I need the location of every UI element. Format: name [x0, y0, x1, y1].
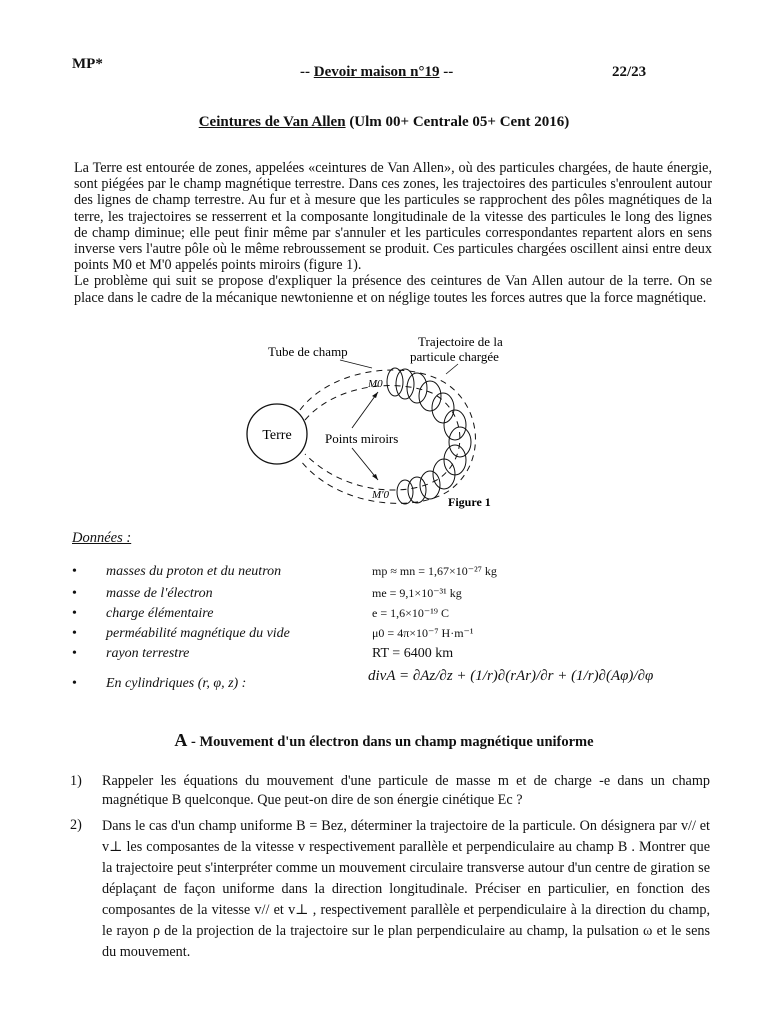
bullet-icon: • — [72, 646, 77, 661]
bullet-icon: • — [72, 586, 77, 601]
assignment-title-text: Devoir maison n°19 — [313, 64, 440, 80]
earth-label: Terre — [262, 428, 292, 443]
tube-label: Tube de champ — [268, 344, 348, 359]
school-year: 22/23 — [612, 64, 647, 80]
class-label: MP* — [72, 56, 103, 72]
mirror-point-bottom: M'0 — [372, 489, 390, 501]
data-value: me = 9,1×10⁻³¹ kg — [372, 586, 462, 600]
mirror-arrow-top-head — [372, 392, 378, 398]
bullet-icon: • — [72, 564, 77, 579]
data-label: En cylindriques (r, φ, z) : — [106, 676, 247, 691]
data-heading: Données : — [72, 530, 132, 546]
section-a-letter: A — [174, 730, 188, 750]
mirror-point-top: M0 — [368, 378, 383, 390]
question-number: 2) — [70, 817, 82, 833]
trajectory-spiral — [387, 368, 471, 504]
data-row-earth-radius — [72, 646, 712, 666]
intro-paragraph-1: La Terre est entourée de zones, appelées «ceintures de Van Allen», où des particules chargées, de haute énergie, sont piégées par le champ magnétique terrestre. Dans ces zones, les trajectoires des particules s'enroulent autour des lignes de champ terrestre. Au fur et à mesure que les particules se rapprochent des pôles magnétiques de la terre, les trajectoires se resserrent et la composante longitudinale de la vitesse des particules le long des lignes de champ diminue; elle peut finir même par s'annuler et les particules correspondantes repartent alors en sens inverse vers l'autre pôle où le même rebroussement se produit. Ces particules chargées oscillent ainsi entre deux points M0 et M'0 appelés points miroirs (figure 1). — [74, 160, 712, 274]
data-row-charge — [72, 606, 712, 626]
mirror-arrow-bottom-head — [372, 474, 378, 480]
assignment-title-prefix: -- — [300, 64, 314, 80]
assignment-title-suffix: -- — [439, 64, 454, 80]
question-1 — [70, 772, 712, 814]
section-a-text: - Mouvement d'un électron dans un champ magnétique uniforme — [187, 734, 594, 750]
mirror-points-label: Points miroirs — [325, 431, 399, 446]
section-a-title — [0, 730, 768, 751]
intro-paragraph-2: Le problème qui suit se propose d'expliquer la présence des ceintures de Van Allen autour de la terre. On se place dans le cadre de la mécanique newtonienne et on néglige toutes les forces autres que la force magnétique. — [74, 273, 712, 306]
figure-caption: Figure 1 — [448, 495, 491, 509]
problem-title — [0, 114, 768, 131]
tube-pointer — [340, 360, 372, 368]
data-row-proton — [72, 564, 712, 584]
bullet-icon: • — [72, 676, 77, 691]
question-text: Dans le cas d'un champ uniforme B = Bez, déterminer la trajectoire de la particule. On désignera par v// et v⊥ les composantes de la vitesse v respectivement parallèle et perpendiculaire au champ B . Montrer que la trajectoire peut s'interpréter comme un mouvement circulaire transverse autour d'un centre de giration se déplaçant de façon uniforme dans la direction longitudinale. Préciser en particulier, en fonction des composantes de la vitesse v// et v⊥ , respectivement parallèle et perpendiculaire à la direction du champ, le rayon ρ de la projection de la trajectoire sur le plan perpendiculaire au champ, la pulsation ω et le sens du mouvement. — [102, 818, 710, 960]
figure-van-allen — [0, 330, 768, 530]
question-2 — [70, 816, 712, 960]
divergence-formula: divA = ∂Az/∂z + (1/r)∂(rAr)/∂r + (1/r)∂(Aφ)/∂φ — [368, 668, 654, 684]
bullet-icon: • — [72, 626, 77, 641]
trajectory-label-line1: Trajectoire de la — [418, 334, 503, 349]
question-text: Rappeler les équations du mouvement d'une particule de masse m et de charge -e dans un champ magnétique B quelconque. Que peut-on dire de son énergie cinétique Ec ? — [102, 773, 710, 808]
data-row-permeability — [72, 626, 712, 646]
trajectory-label-line2: particule chargée — [410, 349, 499, 364]
problem-title-main: Ceintures de Van Allen — [198, 114, 346, 130]
problem-title-source: (Ulm 00+ Centrale 05+ Cent 2016) — [345, 114, 570, 130]
data-value: mp ≈ mn = 1,67×10⁻²⁷ kg — [372, 564, 497, 578]
data-label: perméabilité magnétique du vide — [106, 626, 290, 641]
data-value: RT = 6400 km — [372, 646, 454, 661]
trajectory-pointer — [446, 364, 458, 374]
data-value: μ0 = 4π×10⁻⁷ H·m⁻¹ — [372, 626, 474, 640]
data-value: e = 1,6×10⁻¹⁹ C — [372, 606, 449, 620]
data-row-electron — [72, 586, 712, 606]
data-label: masse de l'électron — [106, 586, 213, 601]
intro-text — [74, 160, 712, 306]
bullet-icon: • — [72, 606, 77, 621]
data-label: rayon terrestre — [106, 646, 190, 661]
data-label: charge élémentaire — [106, 606, 214, 621]
assignment-title — [300, 64, 453, 81]
data-label: masses du proton et du neutron — [106, 564, 282, 579]
mirror-arrow-top — [352, 392, 378, 428]
question-number: 1) — [70, 773, 82, 789]
